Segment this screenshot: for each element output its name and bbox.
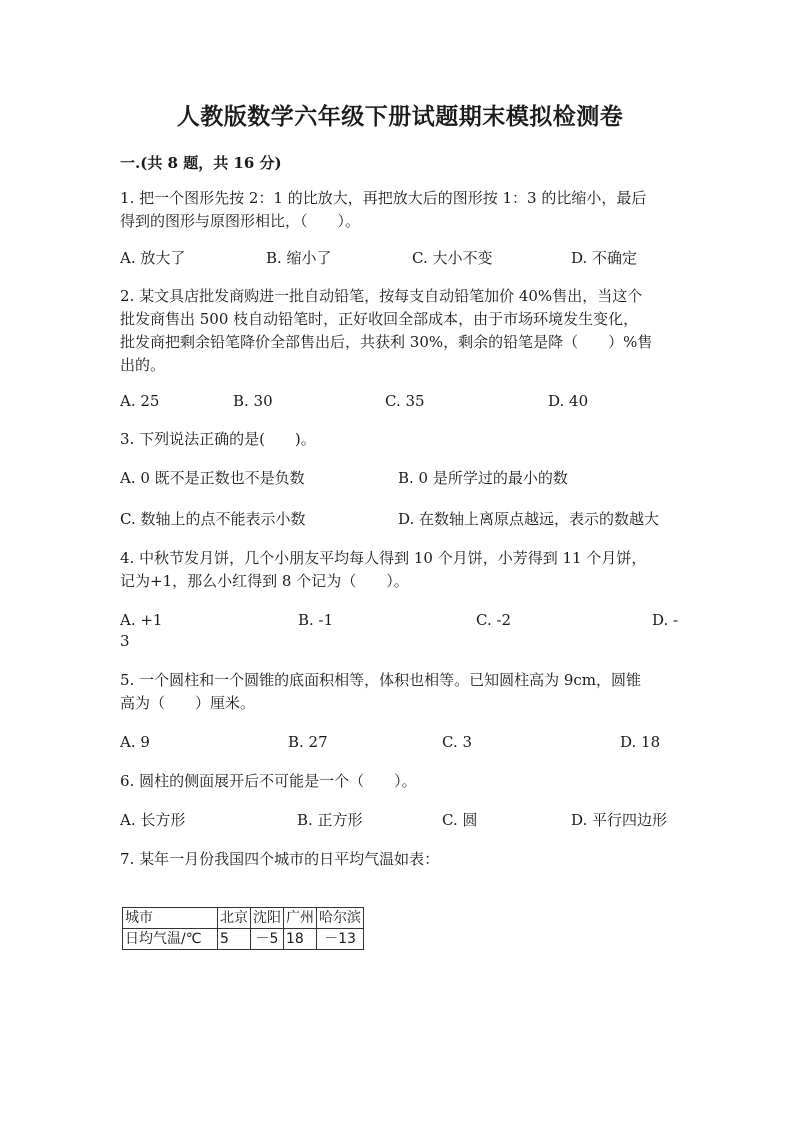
question-6-option-a: A. 长方形 (120, 811, 186, 829)
table-header-cell: 哈尔滨 (317, 908, 364, 929)
question-5-option-c: C. 3 (442, 733, 473, 751)
question-4-option-d: D. - (652, 611, 679, 629)
question-2-line-1: 2. 某文具店批发商购进一批自动铅笔，按每支自动铅笔加价 40%售出，当这个 (120, 287, 643, 305)
question-2-option-b: B. 30 (233, 392, 273, 410)
question-5-option-d: D. 18 (620, 733, 661, 751)
section-header: 一.(共 8 题，共 16 分) (120, 154, 282, 172)
table-header-cell: 沈阳 (251, 908, 284, 929)
question-2-option-c: C. 35 (385, 392, 425, 410)
question-6-line-1: 6. 圆柱的侧面展开后不可能是一个（ ）。 (120, 772, 417, 790)
question-1-option-c: C. 大小不变 (412, 249, 493, 267)
table-row (123, 929, 364, 950)
question-4-option-c: C. -2 (476, 611, 512, 629)
question-6-option-b: B. 正方形 (297, 811, 363, 829)
question-4-line-2: 记为+1，那么小红得到 8 个记为（ ）。 (120, 572, 409, 590)
temperature-table (122, 907, 364, 950)
question-7-line-1: 7. 某年一月份我国四个城市的日平均气温如表： (120, 850, 440, 868)
question-6-option-d: D. 平行四边形 (571, 811, 668, 829)
table-header-cell: 北京 (218, 908, 251, 929)
question-3-option-b: B. 0 是所学过的最小的数 (398, 469, 568, 487)
question-3-option-a: A. 0 既不是正数也不是负数 (120, 469, 305, 487)
page-title: 人教版数学六年级下册试题期末模拟检测卷 (176, 103, 624, 130)
table-cell: 18 (284, 929, 317, 950)
question-1-line-2: 得到的图形与原图形相比，（ ）。 (120, 212, 361, 230)
question-2-line-3: 批发商把剩余铅笔降价全部售出后，共获利 30%，剩余的铅笔是降（ ）%售 (120, 333, 653, 351)
question-5-option-a: A. 9 (120, 733, 150, 751)
question-4-option-a: A. +1 (120, 611, 163, 629)
table-cell: －5 (251, 929, 284, 950)
question-5-line-2: 高为（ ）厘米。 (120, 694, 256, 712)
question-1-option-b: B. 缩小了 (266, 249, 332, 267)
question-3-option-c: C. 数轴上的点不能表示小数 (120, 510, 306, 528)
question-5-option-b: B. 27 (288, 733, 328, 751)
question-2-line-2: 批发商售出 500 枝自动铅笔时，正好收回全部成本，由于市场环境发生变化， (120, 310, 639, 328)
table-cell: 5 (218, 929, 251, 950)
table-header-cell: 广州 (284, 908, 317, 929)
question-4-line-1: 4. 中秋节发月饼，几个小朋友平均每人得到 10 个月饼，小芳得到 11 个月饼， (120, 549, 647, 567)
question-2-line-4: 出的。 (120, 356, 166, 374)
question-1-line-1: 1. 把一个图形先按 2：1 的比放大，再把放大后的图形按 1：3 的比缩小，最后 (120, 189, 647, 207)
question-1-option-d: D. 不确定 (571, 249, 638, 267)
question-4-option-d-wrap: 3 (120, 632, 130, 650)
table-cell: －13 (317, 929, 364, 950)
question-4-option-b: B. -1 (298, 611, 334, 629)
question-1-option-a: A. 放大了 (120, 249, 186, 267)
question-2-option-d: D. 40 (548, 392, 589, 410)
question-3-option-d: D. 在数轴上离原点越远，表示的数越大 (398, 510, 660, 528)
question-2-option-a: A. 25 (120, 392, 160, 410)
table-header-row (123, 908, 364, 929)
table-header-cell: 城市 (123, 908, 218, 929)
question-5-line-1: 5. 一个圆柱和一个圆锥的底面积相等，体积也相等。已知圆柱高为 9cm，圆锥 (120, 671, 642, 689)
table-cell: 日均气温/℃ (123, 929, 218, 950)
question-3-line-1: 3. 下列说法正确的是( )。 (120, 430, 316, 448)
question-6-option-c: C. 圆 (442, 811, 478, 829)
